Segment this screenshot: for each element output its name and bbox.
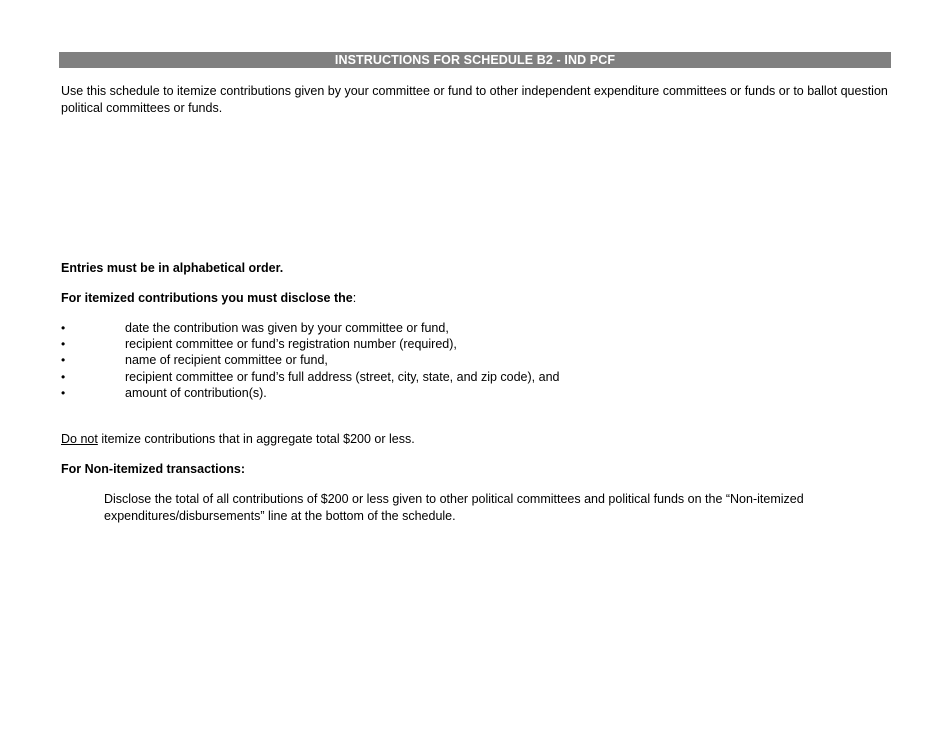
itemized-heading-text: For itemized contributions you must disclose the [61, 291, 353, 305]
page-title-bar [59, 52, 891, 68]
list-item [61, 352, 559, 368]
list-item-text: amount of contribution(s). [125, 385, 267, 400]
list-item-text: recipient committee or fund’s full address (street, city, state, and zip code), and [125, 369, 560, 384]
bullet-icon: • [61, 369, 66, 384]
list-item [61, 336, 559, 352]
intro-paragraph: Use this schedule to itemize contributions given by your committee or fund to other independent expenditure committees or funds or to ballot question political committees or funds. [61, 84, 888, 115]
itemized-requirements-list [61, 320, 559, 401]
bullet-icon: • [61, 321, 66, 335]
non-itemized-heading: For Non-itemized transactions: [61, 462, 246, 476]
non-itemized-paragraph: Disclose the total of all contributions of $200 or less given to other political committees and political funds on the “Non-itemized expenditures/disbursements” line at the bottom of the schedule. [104, 492, 804, 523]
list-item-text: name of recipient committee or fund, [125, 353, 328, 368]
do-not-note-text: itemize contributions that in aggregate total $200 or less. [97, 432, 415, 446]
do-not-emphasis: Do not [61, 432, 98, 446]
itemized-heading-colon: : [352, 291, 357, 305]
alphabetical-order-note: Entries must be in alphabetical order. [61, 261, 284, 275]
list-item [61, 385, 559, 401]
list-item [61, 369, 559, 385]
bullet-icon: • [61, 337, 66, 352]
list-item [61, 320, 559, 336]
bullet-icon: • [61, 385, 66, 400]
list-item-text: date the contribution was given by your committee or fund, [125, 321, 449, 335]
page-title: INSTRUCTIONS FOR SCHEDULE B2 - IND PCF [334, 53, 616, 67]
list-item-text: recipient committee or fund’s registration number (required), [125, 337, 457, 352]
do-not-itemize-note [61, 431, 415, 447]
itemized-contributions-heading [61, 290, 356, 306]
bullet-icon: • [61, 353, 66, 368]
